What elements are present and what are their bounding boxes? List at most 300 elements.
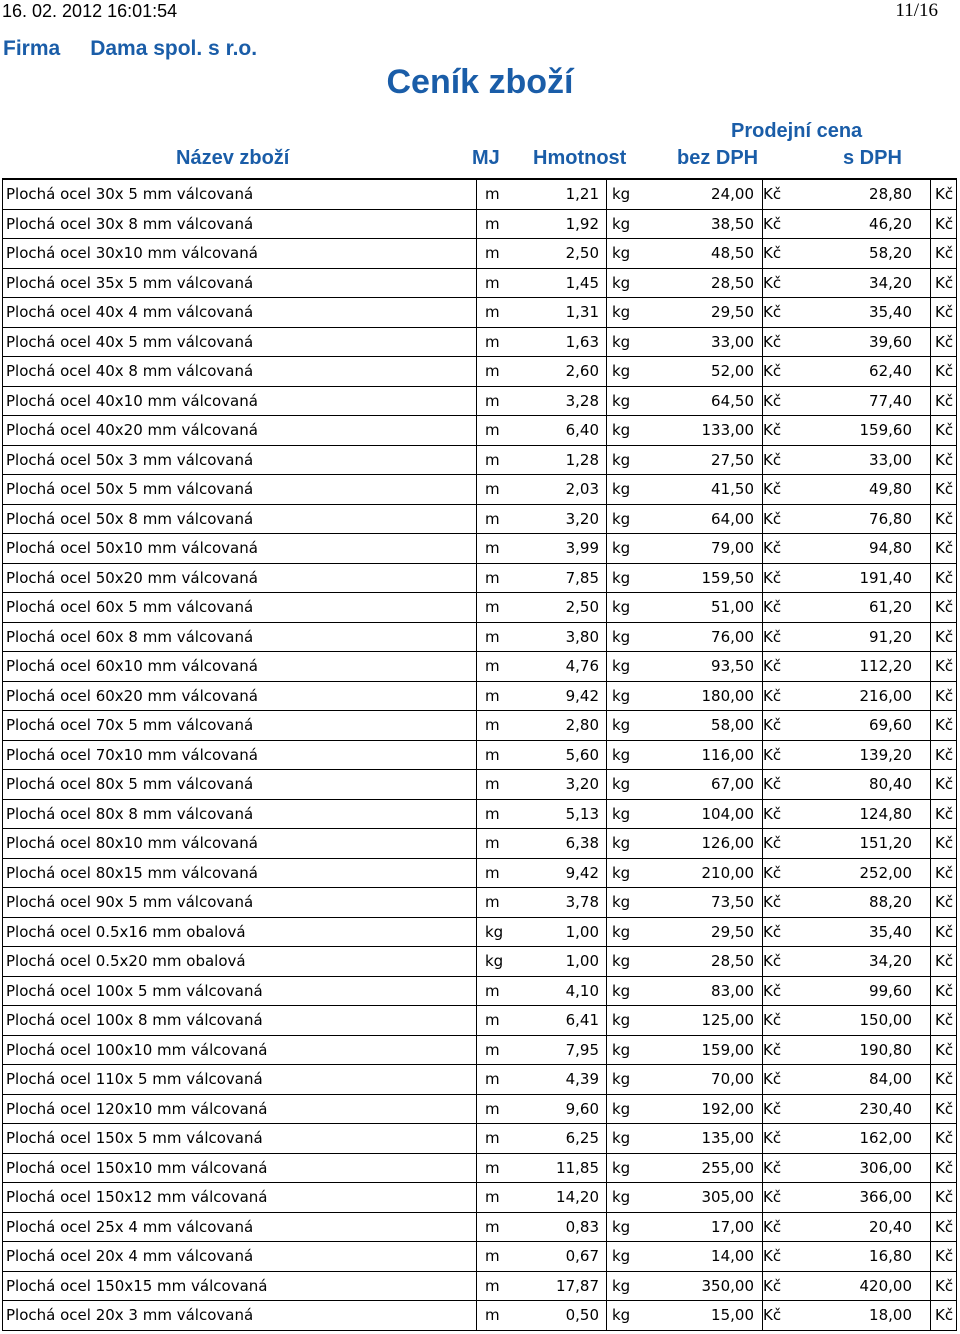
item-currency-gross: Kč: [935, 922, 954, 941]
item-price-net: 159,00: [701, 1040, 754, 1059]
item-currency-net: Kč: [763, 244, 782, 262]
item-price-net: 64,00: [711, 509, 754, 528]
item-weight-unit: kg: [612, 214, 631, 233]
item-currency-net: Kč: [763, 214, 782, 233]
column-divider: [606, 269, 607, 298]
item-name: Plochá ocel 60x 5 mm válcovaná: [6, 598, 254, 616]
item-currency-net: Kč: [763, 716, 782, 734]
item-name: Plochá ocel 150x 5 mm válcovaná: [6, 1129, 263, 1147]
item-currency-net: Kč: [763, 893, 782, 911]
item-currency-gross: Kč: [935, 1011, 954, 1029]
item-price-gross: 76,80: [869, 509, 912, 528]
item-currency-net: Kč: [763, 1011, 782, 1029]
column-divider: [930, 652, 931, 681]
item-weight: 3,20: [565, 509, 599, 528]
column-divider: [762, 623, 763, 652]
item-weight: 3,99: [565, 539, 599, 557]
item-currency-net: Kč: [763, 952, 782, 970]
item-currency-gross: Kč: [935, 893, 954, 911]
item-currency-net: Kč: [763, 539, 782, 557]
column-divider: [930, 770, 931, 799]
column-divider: [476, 269, 477, 298]
item-currency-net: Kč: [763, 1217, 782, 1236]
item-name: Plochá ocel 100x 5 mm válcovaná: [6, 981, 263, 1000]
item-weight: 1,28: [565, 450, 599, 469]
item-weight: 7,95: [565, 1040, 599, 1059]
item-price-gross: 112,20: [859, 657, 912, 675]
item-name: Plochá ocel 25x 4 mm válcovaná: [6, 1217, 254, 1236]
table-row: [2, 534, 957, 564]
column-divider: [476, 210, 477, 239]
table-row: [2, 180, 957, 210]
item-name: Plochá ocel 80x10 mm válcovaná: [6, 834, 258, 852]
column-divider: [930, 1124, 931, 1153]
item-name: Plochá ocel 80x 8 mm válcovaná: [6, 804, 254, 823]
column-divider: [476, 446, 477, 475]
column-header-weight: Hmotnost: [533, 147, 627, 169]
table-row: [2, 1242, 957, 1272]
item-price-net: 133,00: [701, 421, 754, 439]
table-row: [2, 829, 957, 859]
table-row: [2, 682, 957, 712]
item-name: Plochá ocel 50x20 mm válcovaná: [6, 568, 258, 587]
item-price-gross: 162,00: [859, 1129, 912, 1147]
column-divider: [930, 888, 931, 917]
item-name: Plochá ocel 110x 5 mm válcovaná: [6, 1070, 263, 1088]
column-divider: [930, 416, 931, 445]
item-currency-net: Kč: [763, 450, 782, 469]
item-weight: 1,00: [565, 922, 599, 941]
column-header-unit: MJ: [472, 147, 500, 169]
item-currency-gross: Kč: [935, 1099, 954, 1118]
table-row: [2, 1213, 957, 1243]
item-unit: m: [485, 1070, 500, 1088]
item-weight-unit: kg: [612, 362, 631, 380]
item-weight: 4,10: [565, 981, 599, 1000]
item-name: Plochá ocel 50x10 mm válcovaná: [6, 539, 258, 557]
item-weight-unit: kg: [612, 509, 631, 528]
item-weight: 4,39: [565, 1070, 599, 1088]
item-unit: m: [485, 1099, 500, 1118]
item-price-gross: 39,60: [869, 332, 912, 351]
column-divider: [930, 534, 931, 563]
item-currency-gross: Kč: [935, 1070, 954, 1088]
item-price-net: 17,00: [711, 1217, 754, 1236]
table-row: [2, 977, 957, 1007]
column-divider: [930, 1301, 931, 1330]
item-weight-unit: kg: [612, 244, 631, 262]
item-unit: m: [485, 598, 500, 616]
item-price-gross: 230,40: [859, 1099, 912, 1118]
item-unit: m: [485, 391, 500, 410]
item-unit: m: [485, 539, 500, 557]
item-price-gross: 190,80: [859, 1040, 912, 1059]
column-divider: [762, 475, 763, 504]
column-divider: [476, 1154, 477, 1183]
column-divider: [476, 564, 477, 593]
item-name: Plochá ocel 50x 3 mm válcovaná: [6, 450, 254, 469]
item-price-net: 38,50: [711, 214, 754, 233]
item-currency-net: Kč: [763, 657, 782, 675]
item-unit: m: [485, 421, 500, 439]
item-price-net: 29,50: [711, 922, 754, 941]
column-divider: [762, 1213, 763, 1242]
table-row: [2, 711, 957, 741]
column-divider: [606, 711, 607, 740]
item-unit: m: [485, 716, 500, 734]
column-divider: [606, 682, 607, 711]
item-name: Plochá ocel 70x 5 mm válcovaná: [6, 716, 254, 734]
item-unit: m: [485, 1217, 500, 1236]
column-divider: [762, 977, 763, 1006]
item-weight-unit: kg: [612, 952, 631, 970]
table-row: [2, 623, 957, 653]
item-weight: 1,21: [565, 185, 599, 203]
item-unit: m: [485, 981, 500, 1000]
item-name: Plochá ocel 150x12 mm válcovaná: [6, 1188, 268, 1206]
item-price-gross: 80,40: [869, 775, 912, 793]
item-currency-gross: Kč: [935, 686, 954, 705]
item-weight: 4,76: [565, 657, 599, 675]
item-price-net: 305,00: [701, 1188, 754, 1206]
column-divider: [476, 387, 477, 416]
column-divider: [762, 593, 763, 622]
item-currency-gross: Kč: [935, 362, 954, 380]
item-unit: m: [485, 450, 500, 469]
column-divider: [762, 1183, 763, 1212]
column-divider: [762, 711, 763, 740]
item-unit: m: [485, 657, 500, 675]
column-divider: [606, 298, 607, 327]
column-divider: [930, 328, 931, 357]
column-divider: [476, 829, 477, 858]
column-divider: [476, 239, 477, 268]
item-unit: m: [485, 686, 500, 705]
item-currency-net: Kč: [763, 834, 782, 852]
item-weight: 2,03: [565, 480, 599, 498]
column-divider: [476, 534, 477, 563]
table-row: [2, 888, 957, 918]
item-price-net: 350,00: [701, 1276, 754, 1295]
column-divider: [476, 593, 477, 622]
column-divider: [762, 859, 763, 888]
column-divider: [930, 1242, 931, 1271]
item-weight: 3,80: [565, 627, 599, 646]
item-price-net: 135,00: [701, 1129, 754, 1147]
item-weight: 11,85: [556, 1158, 599, 1177]
column-divider: [930, 947, 931, 976]
item-price-gross: 28,80: [869, 185, 912, 203]
item-unit: m: [485, 1276, 500, 1295]
item-price-gross: 216,00: [859, 686, 912, 705]
column-divider: [606, 387, 607, 416]
company-name: Dama spol. s r.o.: [90, 37, 258, 60]
item-weight-unit: kg: [612, 1247, 631, 1265]
column-header-price-gross: s DPH: [843, 147, 902, 169]
item-price-gross: 16,80: [869, 1247, 912, 1265]
column-divider: [476, 859, 477, 888]
item-currency-gross: Kč: [935, 598, 954, 616]
item-price-net: 14,00: [711, 1247, 754, 1265]
column-divider: [476, 623, 477, 652]
item-weight-unit: kg: [612, 627, 631, 646]
column-divider: [762, 770, 763, 799]
column-divider: [606, 1154, 607, 1183]
column-header-price-group: Prodejní cena: [731, 120, 863, 142]
item-currency-net: Kč: [763, 1129, 782, 1147]
item-price-gross: 35,40: [869, 303, 912, 321]
item-weight-unit: kg: [612, 922, 631, 941]
item-name: Plochá ocel 90x 5 mm válcovaná: [6, 893, 254, 911]
item-currency-gross: Kč: [935, 981, 954, 1000]
column-divider: [476, 770, 477, 799]
column-divider: [606, 741, 607, 770]
table-row: [2, 1301, 957, 1331]
item-currency-net: Kč: [763, 303, 782, 321]
column-divider: [930, 741, 931, 770]
item-price-gross: 34,20: [869, 273, 912, 292]
item-price-net: 27,50: [711, 450, 754, 469]
item-weight-unit: kg: [612, 657, 631, 675]
column-divider: [762, 505, 763, 534]
column-divider: [476, 298, 477, 327]
column-divider: [606, 918, 607, 947]
item-price-gross: 150,00: [859, 1011, 912, 1029]
item-price-net: 83,00: [711, 981, 754, 1000]
table-row: [2, 1154, 957, 1184]
item-currency-net: Kč: [763, 1247, 782, 1265]
table-row: [2, 1006, 957, 1036]
item-currency-gross: Kč: [935, 185, 954, 203]
item-weight-unit: kg: [612, 775, 631, 793]
column-divider: [476, 505, 477, 534]
item-currency-gross: Kč: [935, 1217, 954, 1236]
column-divider: [930, 505, 931, 534]
column-divider: [762, 180, 763, 209]
company-label: Firma: [3, 37, 61, 60]
item-currency-net: Kč: [763, 509, 782, 528]
item-currency-gross: Kč: [935, 1040, 954, 1059]
column-header-name: Název zboží: [176, 147, 290, 169]
column-divider: [762, 947, 763, 976]
column-divider: [762, 682, 763, 711]
column-divider: [930, 1213, 931, 1242]
column-divider: [606, 947, 607, 976]
item-currency-net: Kč: [763, 686, 782, 705]
item-weight: 9,60: [565, 1099, 599, 1118]
item-name: Plochá ocel 40x 4 mm válcovaná: [6, 303, 254, 321]
item-name: Plochá ocel 30x10 mm válcovaná: [6, 244, 258, 262]
item-unit: m: [485, 775, 500, 793]
item-price-net: 104,00: [701, 804, 754, 823]
table-row: [2, 210, 957, 240]
column-divider: [930, 977, 931, 1006]
item-weight: 6,25: [565, 1129, 599, 1147]
item-currency-gross: Kč: [935, 332, 954, 351]
column-divider: [476, 1065, 477, 1094]
column-divider: [476, 888, 477, 917]
report-top-bar: [0, 0, 960, 22]
item-currency-net: Kč: [763, 981, 782, 1000]
column-divider: [476, 1095, 477, 1124]
column-divider: [606, 888, 607, 917]
column-divider: [930, 1036, 931, 1065]
item-price-gross: 88,20: [869, 893, 912, 911]
item-name: Plochá ocel 60x20 mm válcovaná: [6, 686, 258, 705]
column-divider: [606, 977, 607, 1006]
column-divider: [606, 652, 607, 681]
column-divider: [762, 298, 763, 327]
column-divider: [606, 1301, 607, 1330]
item-price-net: 58,00: [711, 716, 754, 734]
column-divider: [606, 239, 607, 268]
item-unit: m: [485, 1040, 500, 1059]
item-weight: 3,78: [565, 893, 599, 911]
column-divider: [476, 416, 477, 445]
item-weight-unit: kg: [612, 303, 631, 321]
column-divider: [762, 446, 763, 475]
item-currency-gross: Kč: [935, 450, 954, 469]
item-price-net: 125,00: [701, 1011, 754, 1029]
item-price-gross: 124,80: [859, 804, 912, 823]
item-weight-unit: kg: [612, 598, 631, 616]
item-name: Plochá ocel 50x 5 mm válcovaná: [6, 480, 254, 498]
item-price-gross: 252,00: [859, 863, 912, 882]
column-divider: [606, 1242, 607, 1271]
column-divider: [930, 564, 931, 593]
column-divider: [606, 829, 607, 858]
item-currency-net: Kč: [763, 598, 782, 616]
column-divider: [762, 1036, 763, 1065]
table-row: [2, 269, 957, 299]
item-price-net: 76,00: [711, 627, 754, 646]
column-divider: [930, 682, 931, 711]
item-price-gross: 69,60: [869, 716, 912, 734]
item-price-gross: 94,80: [869, 539, 912, 557]
item-price-net: 33,00: [711, 332, 754, 351]
item-unit: m: [485, 303, 500, 321]
item-unit: m: [485, 804, 500, 823]
column-divider: [606, 1124, 607, 1153]
item-price-net: 126,00: [701, 834, 754, 852]
item-price-gross: 62,40: [869, 362, 912, 380]
column-divider: [476, 357, 477, 386]
item-price-net: 48,50: [711, 244, 754, 262]
column-divider: [930, 357, 931, 386]
item-currency-gross: Kč: [935, 1188, 954, 1206]
column-divider: [606, 623, 607, 652]
item-weight-unit: kg: [612, 804, 631, 823]
item-currency-gross: Kč: [935, 804, 954, 823]
column-divider: [762, 918, 763, 947]
item-weight-unit: kg: [612, 1099, 631, 1118]
item-unit: m: [485, 214, 500, 233]
column-divider: [606, 593, 607, 622]
item-unit: m: [485, 509, 500, 528]
item-unit: m: [485, 863, 500, 882]
column-divider: [606, 564, 607, 593]
item-price-gross: 91,20: [869, 627, 912, 646]
item-unit: m: [485, 1158, 500, 1177]
item-weight-unit: kg: [612, 1217, 631, 1236]
item-currency-net: Kč: [763, 1070, 782, 1088]
column-divider: [476, 1124, 477, 1153]
item-name: Plochá ocel 40x 5 mm válcovaná: [6, 332, 254, 351]
item-weight: 3,20: [565, 775, 599, 793]
column-divider: [930, 918, 931, 947]
column-header-price-net: bez DPH: [677, 147, 759, 169]
item-currency-gross: Kč: [935, 657, 954, 675]
item-name: Plochá ocel 20x 4 mm válcovaná: [6, 1247, 254, 1265]
item-price-gross: 46,20: [869, 214, 912, 233]
item-unit: m: [485, 893, 500, 911]
item-unit: m: [485, 1188, 500, 1206]
item-currency-net: Kč: [763, 332, 782, 351]
item-price-gross: 61,20: [869, 598, 912, 616]
column-divider: [762, 269, 763, 298]
item-currency-gross: Kč: [935, 1306, 954, 1324]
column-divider: [930, 1183, 931, 1212]
column-divider: [476, 741, 477, 770]
table-row: [2, 918, 957, 948]
table-row: [2, 1095, 957, 1125]
column-divider: [476, 328, 477, 357]
item-currency-net: Kč: [763, 1040, 782, 1059]
column-divider: [476, 1183, 477, 1212]
item-price-gross: 151,20: [859, 834, 912, 852]
column-divider: [930, 298, 931, 327]
item-currency-net: Kč: [763, 922, 782, 941]
item-weight-unit: kg: [612, 745, 631, 764]
column-divider: [476, 1272, 477, 1301]
table-row: [2, 1124, 957, 1154]
column-divider: [476, 947, 477, 976]
item-price-gross: 18,00: [869, 1306, 912, 1324]
column-divider: [930, 1095, 931, 1124]
item-currency-gross: Kč: [935, 509, 954, 528]
item-weight-unit: kg: [612, 1040, 631, 1059]
item-weight-unit: kg: [612, 1070, 631, 1088]
item-currency-gross: Kč: [935, 775, 954, 793]
item-price-net: 210,00: [701, 863, 754, 882]
item-weight: 6,41: [565, 1011, 599, 1029]
item-currency-gross: Kč: [935, 834, 954, 852]
column-divider: [606, 210, 607, 239]
column-divider: [606, 180, 607, 209]
table-row: [2, 1065, 957, 1095]
column-divider: [606, 475, 607, 504]
item-unit: m: [485, 568, 500, 587]
item-name: Plochá ocel 30x 5 mm válcovaná: [6, 185, 254, 203]
item-weight-unit: kg: [612, 273, 631, 292]
column-divider: [930, 1154, 931, 1183]
item-price-gross: 306,00: [859, 1158, 912, 1177]
item-weight: 1,63: [565, 332, 599, 351]
column-divider: [762, 387, 763, 416]
item-currency-net: Kč: [763, 568, 782, 587]
column-divider: [762, 800, 763, 829]
column-divider: [606, 1213, 607, 1242]
item-price-gross: 35,40: [869, 922, 912, 941]
table-row: [2, 1183, 957, 1213]
company-line: [3, 36, 257, 62]
item-unit: m: [485, 244, 500, 262]
item-weight-unit: kg: [612, 1129, 631, 1147]
column-divider: [762, 564, 763, 593]
item-price-net: 192,00: [701, 1099, 754, 1118]
item-unit: m: [485, 627, 500, 646]
column-divider: [606, 357, 607, 386]
